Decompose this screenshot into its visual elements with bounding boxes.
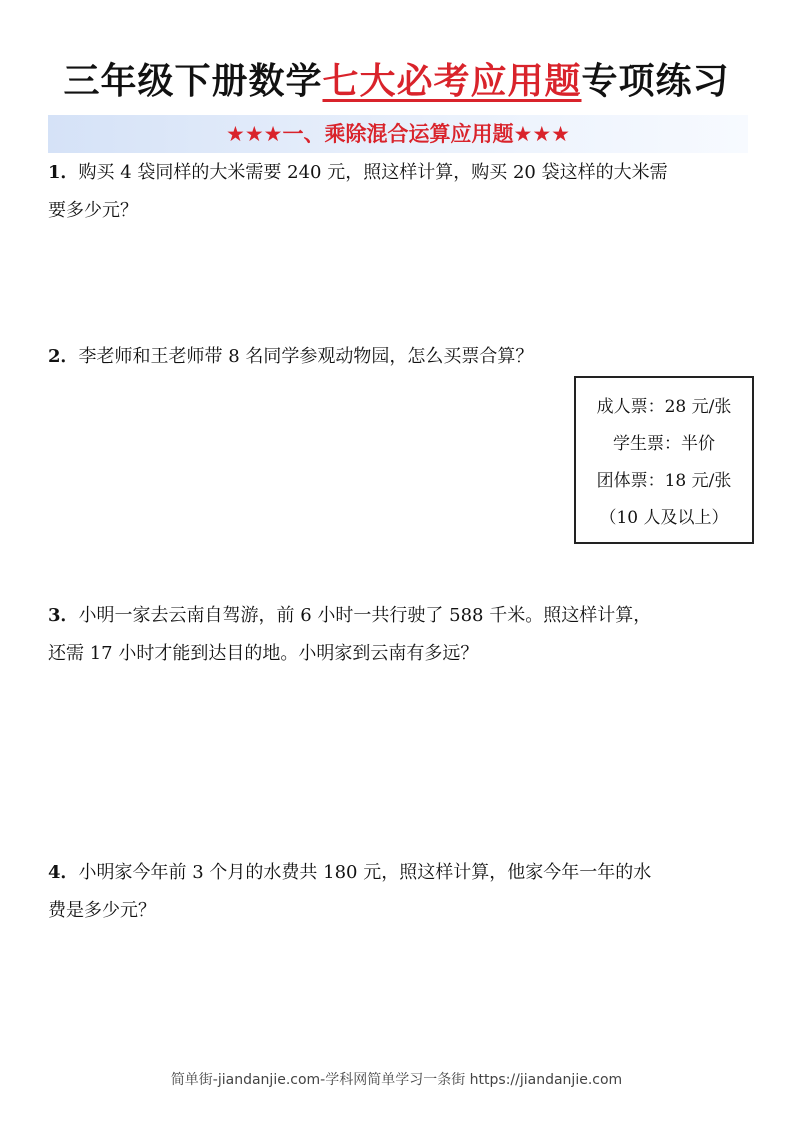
question-text: 小明一家去云南自驾游，前 6 小时一共行驶了 588 千米。照这样计算， <box>78 605 652 626</box>
title-suffix: 专项练习 <box>581 61 730 102</box>
question-number: 3． <box>48 605 79 626</box>
footer-source: 简单街-jiandanjie.com-学科网简单学习一条街 https://jiandanjie.com <box>170 1072 623 1088</box>
question-2 <box>48 338 748 376</box>
question-number: 4． <box>48 862 79 883</box>
question-3-line-1 <box>48 597 748 635</box>
question-number: 2． <box>48 346 79 367</box>
question-2-line-1 <box>48 338 748 376</box>
page-title <box>0 58 793 106</box>
question-text: 小明家今年前 3 个月的水费共 180 元，照这样计算，他家今年一年的水 <box>78 862 652 883</box>
question-number: 1． <box>48 162 79 183</box>
question-4-line-2: 费是多少元？ <box>48 900 156 921</box>
question-text: 购买 4 袋同样的大米需要 240 元，照这样计算，购买 20 袋这样的大米需 <box>78 162 668 183</box>
question-4 <box>48 854 748 930</box>
section-heading: ★★★一、乘除混合运算应用题★★★ <box>226 122 570 146</box>
question-3 <box>48 597 748 673</box>
price-group: 团体票：18 元/张 <box>596 471 732 491</box>
price-student: 学生票：半价 <box>613 434 715 454</box>
question-4-line-1 <box>48 854 748 892</box>
question-text: 李老师和王老师带 8 名同学参观动物园，怎么买票合算？ <box>78 346 534 367</box>
title-highlight: 七大必考应用题 <box>322 61 582 102</box>
title-prefix: 三年级下册数学 <box>63 61 323 102</box>
question-3-line-2: 还需 17 小时才能到达目的地。小明家到云南有多远？ <box>48 643 479 664</box>
ticket-price-box <box>574 376 754 544</box>
question-1-line-2: 要多少元？ <box>48 200 138 221</box>
question-1 <box>48 154 748 230</box>
price-group-note: （10 人及以上） <box>599 508 729 528</box>
price-adult: 成人票：28 元/张 <box>596 397 732 417</box>
question-1-line-1 <box>48 154 748 192</box>
